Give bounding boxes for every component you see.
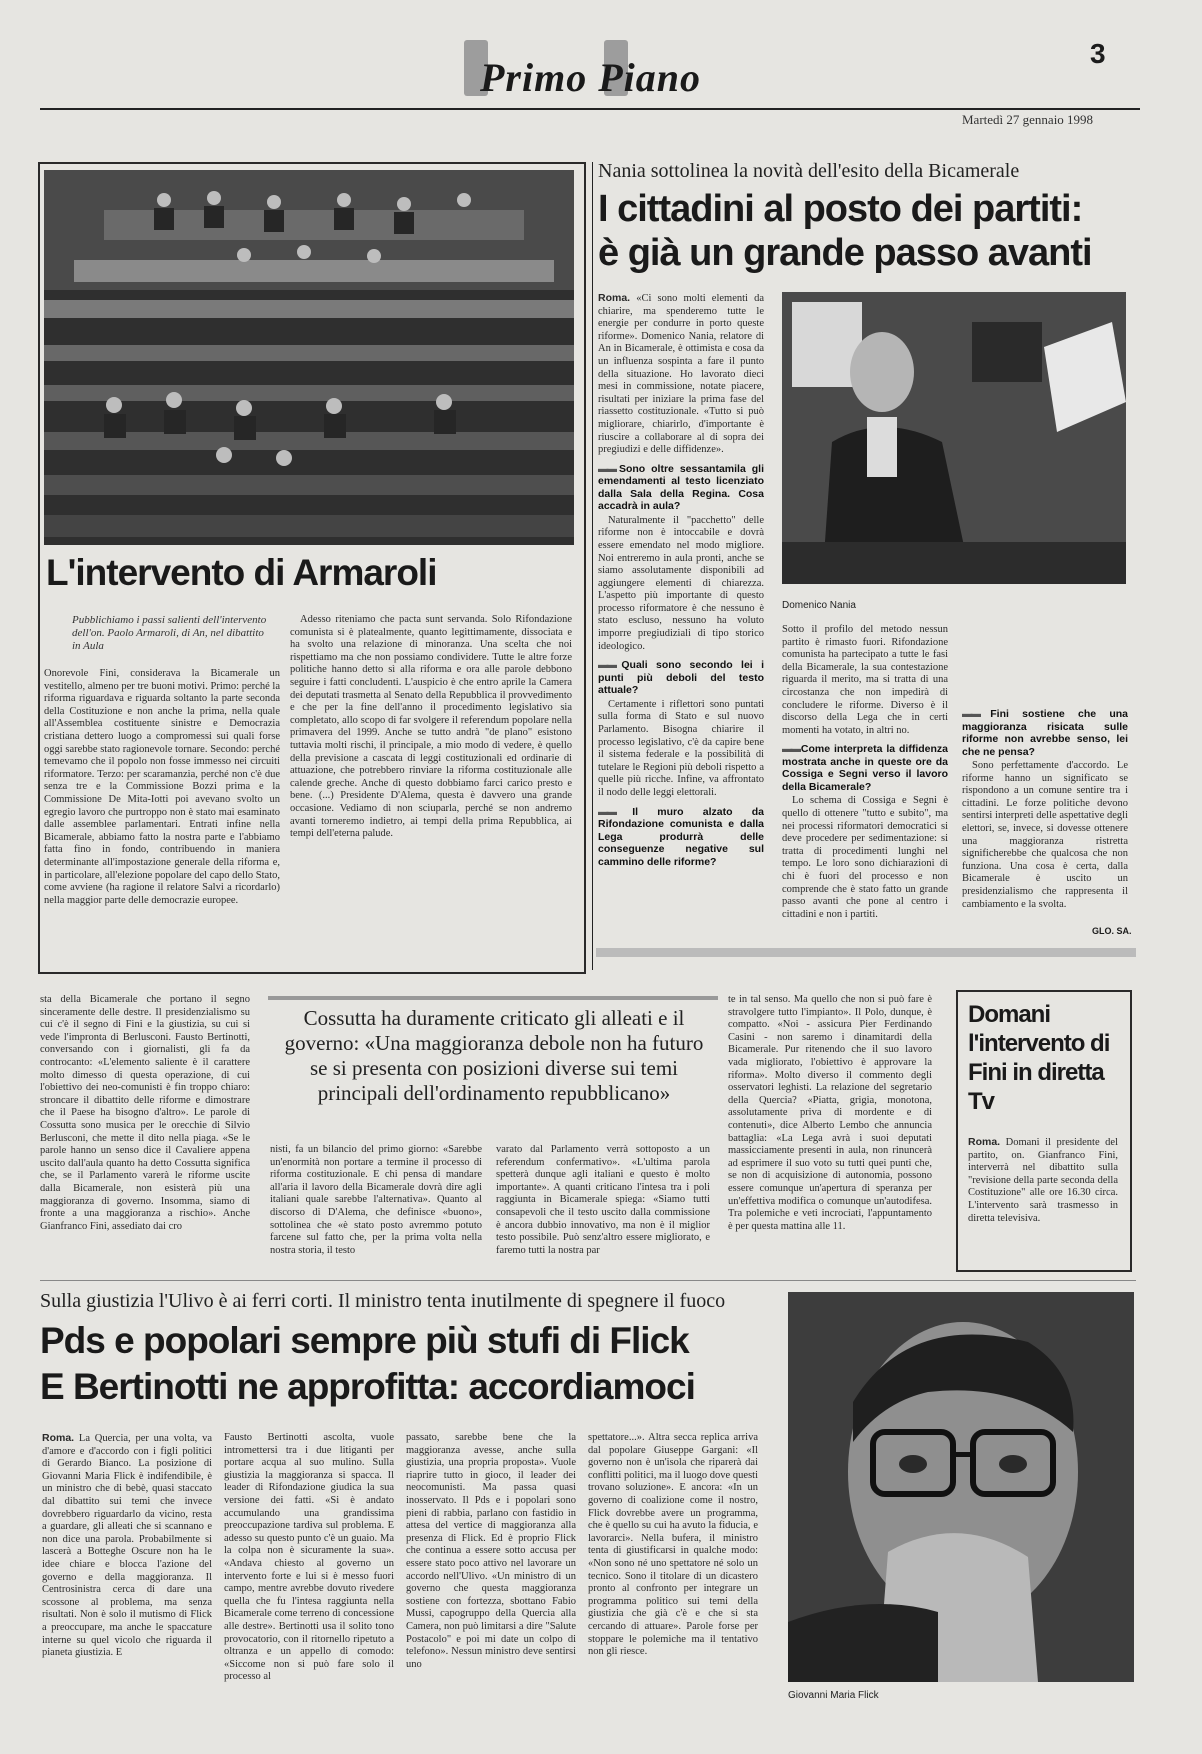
armaroli-intro: Pubblichiamo i passi salienti dell'intervento dell'on. Paolo Armaroli, di An, nel dibattito in Aula xyxy=(72,614,267,652)
nania-column-3: ▬▬ Fini sostiene che una maggioranza risicata sulle riforme non avrebbe senso, lei che ne pensa? Sono perfettamente d'accordo. Le riforme hanno un significato se rispondono a un comune sentire tra i cittadini. Le forze politiche devono sentirsi interpreti delle aspettative degli elettori, se, invece, si dovesse ottenere una maggioranza ristretta significherebbe che qualcosa che non funziona. Una cosa è certa, dalla Bicamerale è uscito un presidenzialismo che rappresenta il cambiamento e la svolta. xyxy=(962,624,1128,924)
armaroli-column-1: Onorevole Fini, considerava la Bicamerale un vestitello, almeno per tre buoni motivi. Primo: perché la riforma riguardava e riguarda soltanto la parte seconda della Costituzione e non anche la prima, nella quale all'Assemblea costituente sinistre e Democrazia cristiana dettero luogo a compromessi sui quali forse oggi sarebbe stato ragionevole tornare. Secondo: perché temevamo che il popolo non fosse immesso nei circuiti riformatore. Terzo: per scaramanzia, perché non c'è due senza tre e la Commissione Bozzi prima e la Commissione De Mita-Iotti poi avevano svolto un egregio lavoro che purtroppo non è stato mai esaminato dalle assemblee parlamentari. Entrati infine nella Bicamerale, abbiamo fatto la nostra parte e l'abbiamo fatta fino in fondo, contribuendo in maniera determinante all'impostazione generale della riforma e, in particolare, all'elezione popolare del capo dello Stato, come avviene (ha ragione il relatore Salvi a ricordarlo) nella maggior parte delle democrazie europee. xyxy=(44,668,280,906)
flick-headline-line-1: Pds e popolari sempre più stufi di Flick xyxy=(40,1320,689,1361)
nania-photo xyxy=(782,292,1126,584)
cossutta-column-2: nisti, fa un bilancio del primo giorno: «Sarebbe un'enormità non portare a termine il processo di riforma costituzionale. E chi pensa di mandare all'aria il lavoro della Bicamerale dovrà dire agli italiani quale sarebbe l'alternativa». Quanto al discorso di D'Alema, che definisce «buono», sottolinea che «è stato posto avremmo potuto farcene sul fatto che, per la prima volta nella nostra storia, il testo xyxy=(270,1144,482,1256)
section-title: Primo Piano xyxy=(462,32,722,102)
nania-column-2: Sotto il profilo del metodo nessun partito è rimasto fuori. Rifondazione comunista ha partecipato a tutte le fasi della Bicamerale, la sua contestazione riguarda il merito, ma si tratta di una circostanza che non impedirà di concludere le riforme. Diverso è il discorso della Lega che in certi momenti ha votato, in altri no. ▬▬ Come interpreta la diffidenza mostrata anche in queste ore da Cossiga e Segni verso il lavoro della Bicamerale? Lo schema di Cossiga e Segni è quello di ottenere "tutto e subito", ma nei processi riformatori democratici si deve procedere per sedimentazione: si tratta di procedimenti lunghi nel tempo. Le loro sono dichiarazioni di chi è fuori del processo e non comprende che è stato fatto un grande passo avanti che pone al centro i cittadini e non i partiti. xyxy=(782,624,948,956)
cossutta-column-1: sta della Bicamerale che portano il segno sinceramente delle destre. Il presidenzialismo su cui c'è il segno di Fini e la giustizia, su cui si vede l'impronta di Berlusconi. Fausto Bertinotti, conversando con i giornalisti, gli fa da controcanto: «L'elemento saliente è il carattere molto dimesso di questa operazione, di cui l'obiettivo dei neo-comunisti è fin troppo chiaro: stroncare il dibattito delle riforme e dimostrare che il Paese ha bisogno d'altro». Le parole di Cossutta sono musica per le orecchie di Silvio Berlusconi, che mette il dito nella piaga. «Se le parole hanno un senso dice il Cavaliere appena uscito dall'aula quanto ha detto Cossutta significa che, se il Parlamento varerà le riforme uscite dalla Bicamerale, non esisterà più una maggioranza di governo. Insomma, siamo di fronte a una maggioranza a rischio». Anche Gianfranco Fini, assediato dai cro xyxy=(40,994,250,1232)
cossutta-column-4: te in tal senso. Ma quello che non si può fare è stravolgere tutto l'impianto». Il Polo, dunque, è compatto. «Noi - assicura Pier Ferdinando Casini - non saremo i dinamitardi della Bicamerale. Pur ritenendo che il suo lavoro vada migliorato, l'obiettivo è approvare la riforma». Molto diverso il commento degli osservatori leghisti. La relazione del segretario della Quercia? «Piatta, grigia, monotona, assolutamente priva di mordente e di contenuti», dice Alberto Lembo che annuncia battaglia: «La Lega avrà i suoi deputati massicciamente presenti in aula, non rinuncerà ad esprimere il suo voto su tutti quei punti che, se non di acquisizione di autonomia, possono essere comunque un'apertura di speranza per un'effettiva modifica o comunque un'autodifesa. Tra polemiche e veti incrociati, l'appuntamento è per questa mattina alle 11. xyxy=(728,994,932,1232)
nania-kicker: Nania sottolinea la novità dell'esito della Bicamerale xyxy=(598,160,1020,182)
nania-photo-caption: Domenico Nania xyxy=(782,600,856,611)
flick-column-2: Fausto Bertinotti ascolta, vuole intromettersi tra i due litiganti per portare acqua al suo mulino. Sulla giustizia la maggioranza si spacca. Il leader di Rifondazione giudica la sua versione dei fatti. «Si è andato accumulando una grandissima preoccupazione tardiva sul problema. E adesso su questo punto c'è un guaio. Ma la colpa non è sicuramente la sua». «Andava chiesto al governo un intervento forte e lui si è messo fuori campo, mentre avrebbe dovuto rivedere quella che fu l'intesa raggiunta nella Bicamerale come terreno di concessione alle destre». Bertinotti usa il solito tono provocatorio, con il ritornello ripetuto a oltranza e un appello di comodo: «Siccome non si può fare solo il processo al xyxy=(224,1432,394,1683)
flick-kicker: Sulla giustizia l'Ulivo è ai ferri corti. Il ministro tenta inutilmente di spegnere il fuoco xyxy=(40,1290,726,1312)
nania-question-3: ▬▬ Il muro alzato da Rifondazione comunista e dalla Lega produrrà delle conseguenze negative sul cammino delle riforme? xyxy=(598,806,764,869)
band-separator xyxy=(596,948,1136,957)
nania-question-2: ▬▬ Quali sono secondo lei i punti più deboli del testo attuale? xyxy=(598,659,764,697)
cossutta-column-3: varato dal Parlamento verrà sottoposto a un referendum confermativo». «L'ultima parola spetterà dunque agli italiani e questo è molto importante». A quanti criticano l'intesa tra i poli raggiunta in Bicamerale spiega: «Siamo tutti consapevoli che il testo uscito dalla commissione è ancora dubbio innovativo, ma non è il miglior testo possibile. Può senz'altro essere migliorato, e faremo tutti la nostra par xyxy=(496,1144,710,1256)
parliament-chamber-image xyxy=(44,170,574,545)
nania-column-1: Roma. «Ci sono molti elementi da chiarire, ma spenderemo tutte le energie per condurre in porto queste riforme». Domenico Nania, relatore di An in Bicamerale, è ottimista e cosa da un influenza sospinta a fare il punto della situazione. Ho lavorato dieci mesi in commissione, notate piacere, risultati per iniziare la prima fase del riassetto costituzionale. «Tutto si può migliorare, chiarirlo, d'importante è riuscire a collaborare al di sopra dei pregiudizi e delle diffidenze». ▬▬ Sono oltre sessantamila gli emendamenti al testo licenziato dalla Sala della Regina. Cosa accadrà in aula? Naturalmente il "pacchetto" delle riforme non è intoccabile e dovrà essere emendato nel modo migliore. Noi entreremo in aula pronti, anche se siamo assolutamente disponibili ad aggiungere elementi di chiarezza. L'aspetto più importante di questo processo riformatore è che nessuno è stato escluso, nessuno ha voluto imporre pregiudiziali di tipo storico ideologico. ▬▬ Quali sono secondo lei i punti più deboli del testo attuale? Certamente i riflettori sono puntati sulla forma di Stato e sul nuovo Parlamento. Bisogna chiarire il processo legislativo, c'è da capire bene il sistema federale e la possibilità di tutelare le Regioni più deboli rispetto a quelle più ricche. Infine, va affrontato il nodo delle leggi elettorali. ▬▬ Il muro alzato da Rifondazione comunista e dalla Lega produrrà delle conseguenze negative sul cammino delle riforme? xyxy=(598,292,764,956)
cossutta-headline: Cossutta ha duramente criticato gli alleati e il governo: «Una maggioranza debole non ha futuro se si presenta con posizioni diverse sui temi principali dell'ordinamento repubblicano» xyxy=(284,1006,704,1105)
nania-question-1: ▬▬ Sono oltre sessantamila gli emendamenti al testo licenziato dalla Sala della Regina. Cosa accadrà in aula? xyxy=(598,463,764,513)
flick-column-3: passato, sarebbe bene che la maggioranza avesse, anche sulla giustizia, una propria proposta». Vuole riaprire tutto in gioco, il leader dei neocomunisti. Ma passa quasi inosservato. Il Pds e i popolari sono pieni di rabbia, parlano con fastidio in attesa del vertice di maggioranza alla presenza di Flick. Ed è proprio Flick che continua a essere sotto accusa per essere stato poco attivo nel lavorare un accordo nell'Ulivo. «Un ministro di un governo che questa maggioranza sostiene con fortezza, sbottano Fabio Mussi, capogruppo della Quercia alla Camera, non può limitarsi a dire "Salute Postacolo" e poi mi date un colpo di telefono». Nessun ministro deve sentirsi uno xyxy=(406,1432,576,1670)
header-rule xyxy=(40,108,1140,110)
nania-question-5: ▬▬ Fini sostiene che una maggioranza risicata sulle riforme non avrebbe senso, lei che ne pensa? xyxy=(962,708,1128,758)
parliament-photo xyxy=(44,170,574,545)
fini-box-text: Roma. Domani il presidente del partito, on. Gianfranco Fini, interverrà nel dibattito sulla "revisione della parte seconda della Costituzione" alle ore 16.30 circa. L'intervento sarà trasmesso in diretta televisiva. xyxy=(968,1136,1118,1224)
armaroli-headline: L'intervento di Armaroli xyxy=(46,552,437,593)
flick-column-4: spettatore...». Altra secca replica arriva dal popolare Giuseppe Gargani: «Il governo non è un'isola che riparerà dai conflitti politici, ma il luogo dove questi trovano soluzione». E ancora: «In un governo di coalizione come il nostro, Flick dovrebbe avere un programma, che è quello su cui ha avuto la fiducia, e lavorarci». Nella bufera, il ministro tenta di giustificarsi in qualche modo: «Non sono né uno spettatore né solo un tecnico. Sono il titolare di un dicastero pronto al confronto per integrare un programma politico sui temi della giustizia che già c'è e che si sta cercando di attuare». Parole forse per stoppare le polemiche ma il tentativo non gli riesce. xyxy=(588,1432,758,1658)
flick-photo-caption: Giovanni Maria Flick xyxy=(788,1690,879,1701)
armaroli-column-2: Adesso riteniamo che pacta sunt servanda. Solo Rifondazione comunista si è platealmente, quanto legittimamente, dissociata e ha svolto una relazione di minoranza. Una scelta che noi rispettiamo ma che non possiamo condividere. Tutte le altre forze politiche hanno detto sì alla riforma e ora alle parole debbono seguire i fatti concludenti. L'auspicio è che entro aprile la Camera dei deputati trasmetta al Senato della Repubblica il provvedimento e che per la fine dell'anno il procedimento legislativo sia completato, allo scopo di far svolgere il referendum popolare nella primavera del 1999. Anche se tutto andrà "de plano" esistono tuttavia molti rischi, il principale, a mio modo di vedere, è quello della previsione a cascata di leggi costituzionali ed ordinarie di attuazione, che potrebbero rinviare la riforma costituzionale alle calende greche. Anche di questo dobbiamo farci carico presto e bene. (...) Presidente D'Alema, questa è davvero una grande occasione. Vediamo di non sciuparla, perché se non andremo avanti torneremo indietro, ai tempi della prima Repubblica, ai tempi dell'eterna palude. xyxy=(290,614,572,840)
nania-headline-line-2: è già un grande passo avanti xyxy=(598,232,1092,274)
flick-column-1: Roma. La Quercia, per una volta, va d'amore e d'accordo con i figli politici di Gerardo Bianco. La posizione di Giovanni Maria Flick è indifendibile, è un ministro che di bebè, quasi staccato dal dibattito sui temi che invece dovrebbero riguardarlo da vicino, resta a guardare, gli alleati che si scannano e non dice una parola. Probabilmente si lascerà a Botteghe Oscure non ha le idee chiare e blocca l'azione del governo e della maggioranza. Il Centrosinistra cerca di dare una scossone al problema, ma senza risultati. Non è solo il mutismo di Flick a preoccupare, ma anche le spaccature interne su quel vicolo che riguarda il pianeta giustizia. E xyxy=(42,1432,212,1659)
nania-dateline: Roma. xyxy=(598,292,631,304)
flick-separator xyxy=(40,1280,1136,1281)
flick-portrait-image xyxy=(788,1292,1134,1682)
nania-vertical-rule xyxy=(592,162,593,970)
nania-byline: GLO. SA. xyxy=(1092,926,1132,936)
flick-photo xyxy=(788,1292,1134,1682)
flick-headline-line-2: E Bertinotti ne approfitta: accordiamoci xyxy=(40,1366,695,1407)
issue-date: Martedì 27 gennaio 1998 xyxy=(962,112,1094,127)
nania-headline-line-1: I cittadini al posto dei partiti: xyxy=(598,188,1083,230)
nania-question-4: ▬▬ Come interpreta la diffidenza mostrata anche in queste ore da Cossiga e Segni verso il lavoro della Bicamerale? xyxy=(782,743,948,793)
page-number: 3 xyxy=(1090,38,1106,69)
fini-box-dateline: Roma. xyxy=(968,1136,1001,1148)
flick-dateline: Roma. xyxy=(42,1432,75,1444)
fini-box-headline: Domani l'intervento di Fini in diretta Tv xyxy=(968,1001,1110,1115)
nania-portrait-image xyxy=(782,292,1126,584)
cossutta-headline-top-rule xyxy=(268,996,718,1000)
